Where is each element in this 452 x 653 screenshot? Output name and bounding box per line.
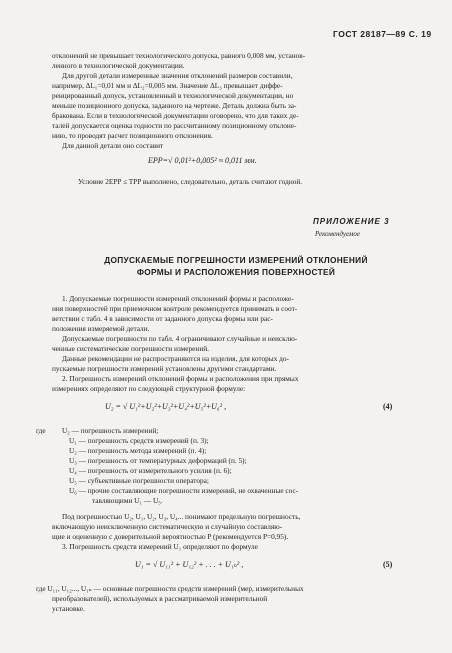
text-line: например, ΔL₁=0,01 мм и ΔL₂=0,005 мм. Значение ΔL₃ превышает диффе-: [52, 81, 283, 90]
text-line: нию, то проводят расчет позиционного отклонения.: [52, 131, 213, 140]
where-item: U₅ — субъективные погрешности оператора;: [69, 476, 209, 485]
condition-line: Условие 2EPP ≤ TPP выполнено, следовательно, деталь считают годной.: [78, 177, 303, 186]
where-item: U₄ — погрешность от измерительного усилия (п. 6);: [69, 466, 232, 475]
para-line: ветствии с табл. 4 в зависимости от заданного допуска формы или рас-: [52, 314, 273, 323]
where-item: U₃ — погрешность от температурных деформаций (п. 5);: [69, 456, 247, 465]
para-line: Допускаемые погрешности по табл. 4 ограничивают случайные и неисклю-: [62, 334, 298, 343]
section-title-line1: ДОПУСКАЕМЫЕ ПОГРЕШНОСТИ ИЗМЕРЕНИЙ ОТКЛОНЕНИЙ: [104, 255, 368, 265]
para-line: 1. Допускаемые погрешности измерений отклонений формы и расположе-: [62, 294, 294, 303]
text-line: отклонений не превышает технологического допуска, равного 0,008 мм, установ-: [52, 51, 306, 60]
where-item: U₂ — погрешность метода измерений (п. 4);: [69, 446, 207, 455]
para-line: 2. Погрешность измерений отклонений формы и расположения при прямых: [62, 374, 299, 383]
footer-line: где U₁₁, U₁₂..., U₁ₙ — основные погрешности средств измерений (мер, измерительных: [36, 584, 304, 593]
after-line: щие и оцененную с доверительной вероятностью P (рекомендуется P=0,95).: [52, 532, 289, 541]
appendix-subtitle: Рекомендуемое: [315, 230, 360, 238]
text-line: ренцированный допуск, установленный в технологической документации, но: [52, 91, 294, 100]
para-line: ния поверхностей при приемочном контроле рекомендуется принимать в соот-: [52, 304, 298, 313]
appendix-title: ПРИЛОЖЕНИЕ 3: [313, 217, 390, 226]
para-line: пускаемые погрешности измерений установлены другими стандартами.: [52, 364, 277, 373]
formula-5: U₁ = √ U₁₁² + U₁₂² + . . . + U₁ₙ² ,: [135, 560, 244, 569]
para-line: Данные рекомендации не распространяются на изделия, для которых до-: [62, 354, 289, 363]
equation-number-5: (5): [383, 560, 393, 569]
where-item: U₂ — погрешность измерений;: [62, 426, 159, 435]
formula-4: U₂ = √ U₁²+U₂²+U₃²+U₄²+U₅²+U₆² ,: [105, 402, 227, 411]
text-line: бракована. Если в технологической документации оговорено, что для таких де-: [52, 111, 299, 120]
page-header: ГОСТ 28187—89 С. 19: [333, 29, 432, 39]
section-title-line2: ФОРМЫ И РАСПОЛОЖЕНИЯ ПОВЕРХНОСТЕЙ: [136, 267, 336, 277]
equation-number-4: (4): [383, 402, 393, 411]
formula-epp: EPP=√ 0,01²+0,005² ≈ 0,011 мм.: [148, 156, 257, 165]
text-line: талей допускается оценка годности по рассчитанному позиционному отклоне-: [52, 121, 297, 130]
text-line: меньше позиционного допуска, заданного на чертеже. Деталь должна быть за-: [52, 101, 297, 110]
footer-line: преобразователей), используемых в рассматриваемой измерительной: [52, 594, 268, 603]
text-line: Для другой детали измеренные значения отклонений размеров составили,: [62, 71, 293, 80]
para-line: измерениях определяют по следующей структурной формуле:: [52, 384, 246, 393]
where-item: U₁ — погрешность средств измерений (п. 3);: [69, 436, 209, 445]
where-item: U₆ — прочие составляющие погрешности измерений, не охваченные сос-: [69, 486, 299, 495]
where-label: где: [36, 426, 46, 435]
where-item: тавляющими U₁ — U₅.: [92, 496, 163, 505]
para-line: положения измеряемой детали.: [52, 324, 150, 333]
after-line: Под погрешностью U₂, U₁, U₂, U₃, U₄... понимают предельную погрешность,: [62, 512, 301, 521]
after-line: 3. Погрешность средств измерений U₁ определяют по формуле: [62, 542, 258, 551]
footer-line: установке.: [52, 604, 85, 613]
para-line: ченные систематические погрешности измерений.: [52, 344, 209, 353]
after-line: включающую неисключенную систематическую и случайную составляю-: [52, 522, 283, 531]
text-line: ленного в технологической документации.: [52, 61, 185, 70]
text-line: Для данной детали оно составит: [62, 141, 164, 150]
